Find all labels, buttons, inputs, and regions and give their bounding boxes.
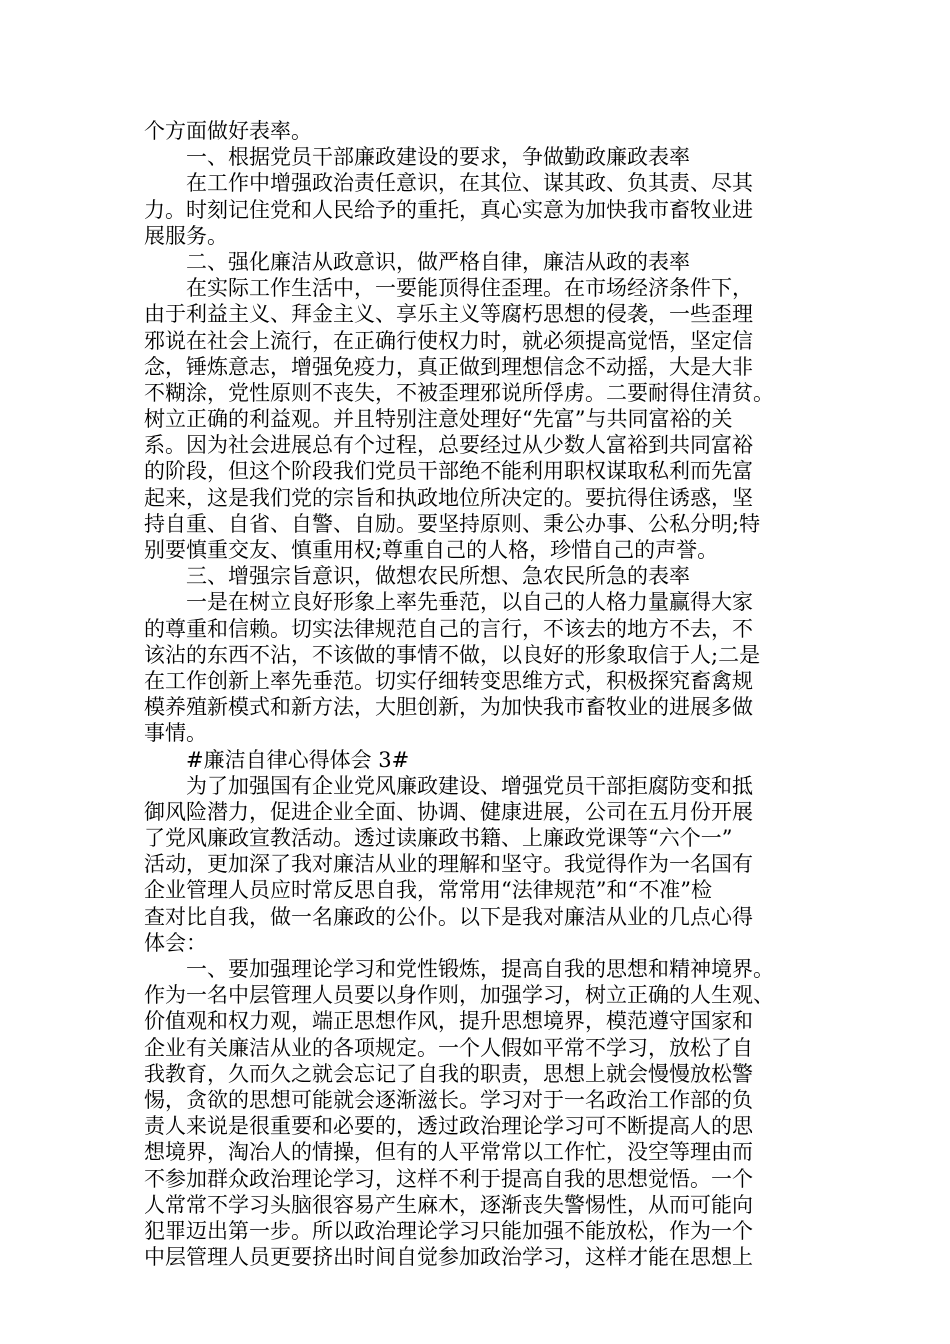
text-line: 价值观和权力观，端正思想作风，提升思想境界，模范遵守国家和 [144,1009,753,1034]
text-line: 查对比自我，做一名廉政的公仆。以下是我对廉洁从业的几点心得 [144,904,753,929]
text-line: 责人来说是很重要和必要的，透过政治理论学习可不断提高人的思 [144,1114,753,1139]
text-line: 该沾的东西不沾，不该做的事情不做，以良好的形象取信于人;二是 [144,642,761,667]
article-title: #廉洁自律心得体会 3# [186,747,410,772]
text-line: 念，锤炼意志，增强免疫力，真正做到理想信念不动摇，大是大非 [144,354,753,379]
section-heading: 一、根据党员干部廉政建设的要求，争做勤政廉政表率 [186,145,690,170]
text-line: 人常常不学习头脑很容易产生麻木，逐渐丧失警惕性，从而可能向 [144,1192,753,1217]
text-line: 个方面做好表率。 [144,119,312,143]
text-line: 体会： [144,930,207,955]
text-line: 企业管理人员应时常反思自我，常常用“法律规范”和“不准”检 [144,878,712,903]
text-line: 惕，贪欲的思想可能就会逐渐滋长。学习对于一名政治工作部的负 [144,1087,753,1112]
text-line: 想境界，淘冶人的情操，但有的人平常常以工作忙，没空等理由而 [144,1140,753,1165]
text-line: 我教育，久而久之就会忘记了自我的职责，思想上就会慢慢放松警 [144,1061,753,1086]
text-line: 力。时刻记住党和人民给予的重托，真心实意为加快我市畜牧业进 [144,197,753,222]
text-line: 起来，这是我们党的宗旨和执政地位所决定的。要抗得住诱惑，坚 [144,485,753,510]
text-line: 的尊重和信赖。切实法律规范自己的言行，不该去的地方不去，不 [144,616,753,641]
text-line: 别要慎重交友、慎重用权;尊重自己的人格，珍惜自己的声誉。 [144,538,719,562]
section-heading: 一、要加强理论学习和党性锻炼，提高自我的思想和精神境界。 [186,957,774,981]
section-heading: 三、增强宗旨意识，做想农民所想、急农民所急的表率 [186,564,690,589]
text-line: 了党风廉政宣教活动。透过读廉政书籍、上廉政党课等“六个一” [144,826,733,851]
text-line: 由于利益主义、拜金主义、享乐主义等腐朽思想的侵袭，一些歪理 [144,302,753,327]
text-line: 邪说在社会上流行，在正确行使权力时，就必须提高觉悟，坚定信 [144,328,753,353]
text-line: 系。因为社会进展总有个过程，总要经过从少数人富裕到共同富裕 [144,433,753,458]
text-line: 不参加群众政治理论学习，这样不利于提高自我的思想觉悟。一个 [144,1166,753,1191]
text-line: 企业有关廉洁从业的各项规定。一个人假如平常不学习，放松了自 [144,1035,753,1060]
document-body [144,118,824,1270]
text-line: 中层管理人员更要挤出时间自觉参加政治学习，这样才能在思想上 [144,1245,753,1270]
text-line: 展服务。 [144,223,228,248]
text-line: 模养殖新模式和新方法，大胆创新，为加快我市畜牧业的进展多做 [144,695,753,720]
text-line: 活动，更加深了我对廉洁从业的理解和坚守。我觉得作为一名国有 [144,852,753,877]
text-line: 持自重、自省、自警、自励。要坚持原则、秉公办事、公私分明;特 [144,511,761,536]
text-line: 为了加强国有企业党风廉政建设、增强党员干部拒腐防变和抵 [186,773,753,798]
text-line: 一是在树立良好形象上率先垂范，以自己的人格力量赢得大家 [186,590,753,615]
text-line: 在实际工作生活中，一要能顶得住歪理。在市场经济条件下， [186,276,753,301]
text-line: 不糊涂，党性原则不丧失，不被歪理邪说所俘虏。二要耐得住清贫。 [144,380,774,405]
text-line: 作为一名中层管理人员要以身作则，加强学习，树立正确的人生观、 [144,983,774,1008]
text-line: 在工作创新上率先垂范。切实仔细转变思维方式，积极探究畜禽规 [144,668,753,693]
text-line: 事情。 [144,721,207,746]
section-heading: 二、强化廉洁从政意识，做严格自律，廉洁从政的表率 [186,249,690,274]
text-line: 御风险潜力，促进企业全面、协调、健康进展，公司在五月份开展 [144,799,753,824]
text-line: 的阶段，但这个阶段我们党员干部绝不能利用职权谋取私利而先富 [144,459,753,484]
text-line: 在工作中增强政治责任意识，在其位、谋其政、负其责、尽其 [186,171,753,196]
text-line: 犯罪迈出第一步。所以政治理论学习只能加强不能放松，作为一个 [144,1218,753,1243]
text-line: 树立正确的利益观。并且特别注意处理好“先富”与共同富裕的关 [144,407,733,432]
